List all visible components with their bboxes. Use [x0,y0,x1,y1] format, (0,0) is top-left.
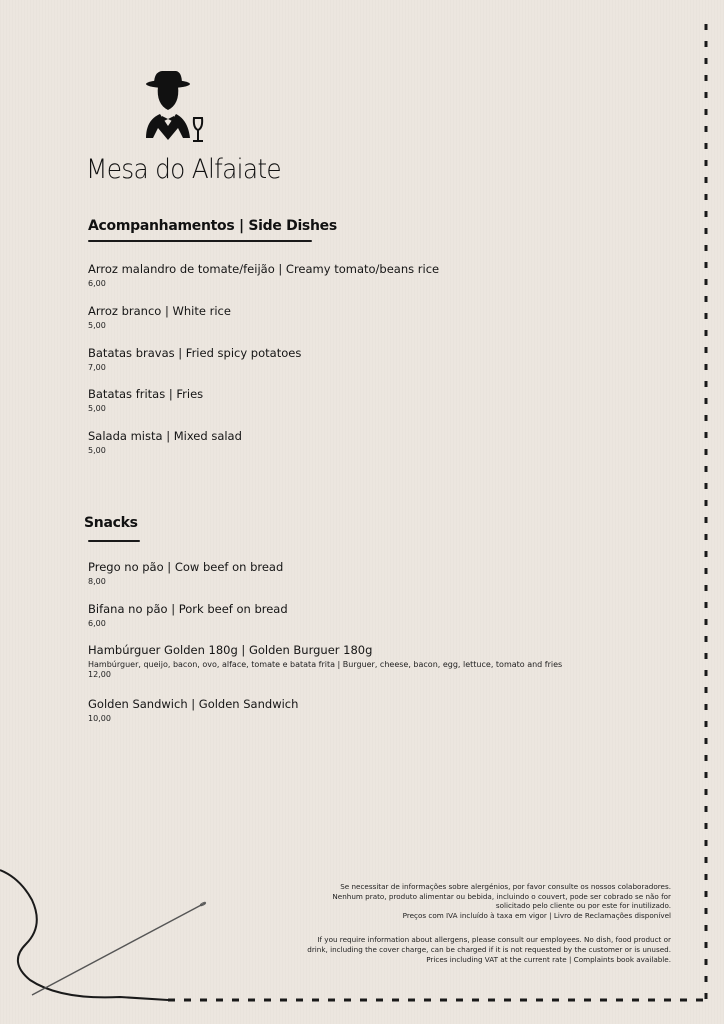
note-line: drink, including the cover charge, can be charged if it is not requested by the customer or is unused. [307,944,671,954]
item-name: Prego no pão | Cow beef on bread [88,560,284,574]
item-name: Batatas fritas | Fries [88,387,204,401]
note-line: If you require information about allergens, please consult our employees. No dish, food product or [317,935,671,945]
note-line: Nenhum prato, produto alimentar ou bebida, incluindo o couvert, pode ser cobrado se não for [332,891,671,901]
brand-name: Mesa do Alfaiate [86,154,281,185]
legal-notes [251,882,671,964]
needle-icon [32,903,205,995]
menu-item [88,262,648,289]
section-title-snacks: Snacks [84,515,138,531]
item-name: Bifana no pão | Pork beef on bread [88,602,288,616]
item-price: 12,00 [88,670,111,679]
item-name: Arroz malandro de tomate/feijão | Creamy tomato/beans rice [88,262,440,276]
item-price: 5,00 [88,404,106,413]
section-underline [88,240,312,242]
item-price: 5,00 [88,446,106,455]
head-silhouette [158,86,179,110]
note-line: solicitado pelo cliente ou por este for inutilizado. [495,901,671,911]
jacket [146,114,190,140]
menu-item [88,304,648,331]
item-name: Batatas bravas | Fried spicy potatoes [88,346,302,360]
menu-item [88,602,648,629]
item-name: Golden Sandwich | Golden Sandwich [88,697,299,711]
item-name: Hambúrguer Golden 180g | Golden Burguer 180g [88,643,373,657]
note-line: Prices including VAT at the current rate | Complaints book available. [426,954,671,964]
menu-item [88,429,648,456]
item-price: 8,00 [88,577,106,586]
note-line: Preços com IVA incluído à taxa em vigor | Livro de Reclamações disponível [402,910,671,920]
item-name: Salada mista | Mixed salad [88,429,242,443]
note-line: Se necessitar de informações sobre alergénios, por favor consulte os nossos colaboradores. [340,882,671,891]
section-underline [88,540,140,542]
item-description: Hambúrguer, queijo, bacon, ovo, alface, tomate e batata frita | Burguer, cheese, bacon, egg, lettuce, tomato and fries [88,660,563,669]
menu-item [88,387,648,414]
menu-item [88,643,648,680]
menu-item [88,560,648,587]
hat-crown [154,71,182,84]
item-price: 10,00 [88,714,111,723]
thread-curve [0,870,168,1000]
item-name: Arroz branco | White rice [88,304,231,318]
menu-item [88,346,648,373]
item-price: 6,00 [88,279,106,288]
section-title-side-dishes: Acompanhamentos | Side Dishes [88,218,337,234]
item-price: 5,00 [88,321,106,330]
item-price: 6,00 [88,619,106,628]
wine-glass-icon [193,118,203,141]
tailor-logo [86,68,286,153]
menu-item [88,697,648,724]
bow-tie [162,116,174,122]
item-price: 7,00 [88,363,106,372]
